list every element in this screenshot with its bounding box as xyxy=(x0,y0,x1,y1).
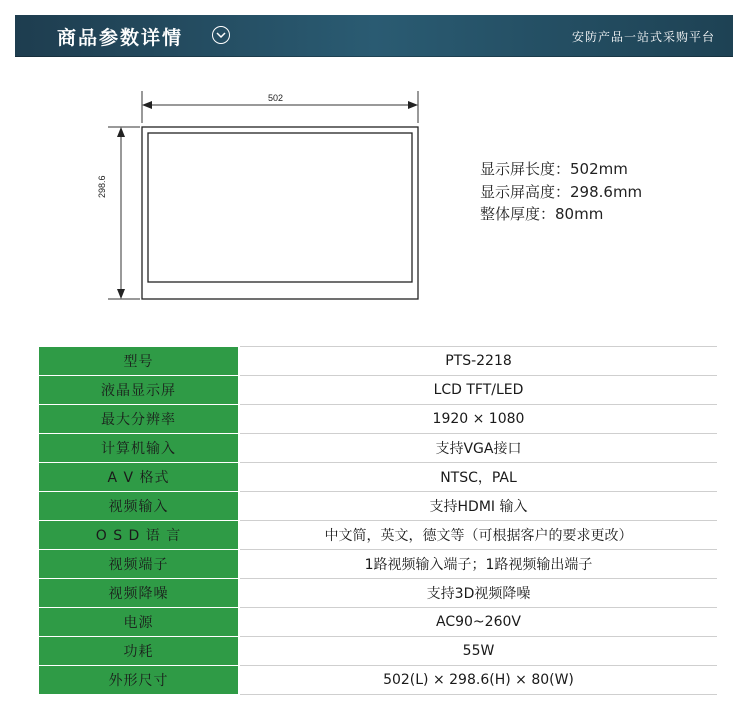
spec-key: A V 格式 xyxy=(39,463,238,492)
table-row xyxy=(39,608,717,637)
spec-value: 中文简，英文，德文等（可根据客户的要求更改） xyxy=(240,521,717,550)
spec-value: 支持VGA接口 xyxy=(240,434,717,463)
spec-value: PTS-2218 xyxy=(240,347,717,376)
spec-key: 计算机输入 xyxy=(39,434,238,463)
summary-length: 显示屏长度：502mm xyxy=(480,160,628,178)
chevron-down-icon[interactable] xyxy=(212,26,230,44)
width-dimension-label: 502 xyxy=(268,93,284,103)
spec-key: 型号 xyxy=(39,347,238,376)
table-row xyxy=(39,637,717,666)
table-row xyxy=(39,492,717,521)
header-slogan: 安防产品一站式采购平台 xyxy=(571,30,715,44)
spec-value: 502(L) × 298.6(H) × 80(W) xyxy=(240,666,717,695)
spec-table xyxy=(39,346,717,695)
table-row xyxy=(39,405,717,434)
table-row xyxy=(39,666,717,695)
table-row xyxy=(39,434,717,463)
dimension-summary xyxy=(480,158,642,226)
spec-value: NTSC，PAL xyxy=(240,463,717,492)
summary-thickness: 整体厚度：80mm xyxy=(480,205,604,223)
spec-key: 视频输入 xyxy=(39,492,238,521)
spec-key: 视频端子 xyxy=(39,550,238,579)
spec-key: O S D 语 言 xyxy=(39,521,238,550)
spec-value: 支持3D视频降噪 xyxy=(240,579,717,608)
spec-key: 功耗 xyxy=(39,637,238,666)
table-row xyxy=(39,550,717,579)
height-dimension-label: 298.6 xyxy=(97,175,107,198)
spec-key: 液晶显示屏 xyxy=(39,376,238,405)
spec-key: 外形尺寸 xyxy=(39,666,238,695)
table-row xyxy=(39,521,717,550)
table-row xyxy=(39,463,717,492)
spec-key: 视频降噪 xyxy=(39,579,238,608)
page-title: 商品参数详情 xyxy=(57,27,184,49)
table-row xyxy=(39,376,717,405)
summary-height: 显示屏高度：298.6mm xyxy=(480,182,643,201)
spec-value: 1路视频输入端子；1路视频输出端子 xyxy=(240,550,717,579)
spec-value: AC90~260V xyxy=(240,608,717,637)
table-row xyxy=(39,347,717,376)
spec-value: LCD TFT/LED xyxy=(240,376,717,405)
spec-value: 55W xyxy=(240,637,717,666)
dimension-drawing xyxy=(100,85,440,310)
spec-key: 最大分辨率 xyxy=(39,405,238,434)
spec-value: 1920 × 1080 xyxy=(240,405,717,434)
spec-key: 电源 xyxy=(39,608,238,637)
section-header xyxy=(15,15,733,57)
table-row xyxy=(39,579,717,608)
spec-value: 支持HDMI 输入 xyxy=(240,492,717,521)
